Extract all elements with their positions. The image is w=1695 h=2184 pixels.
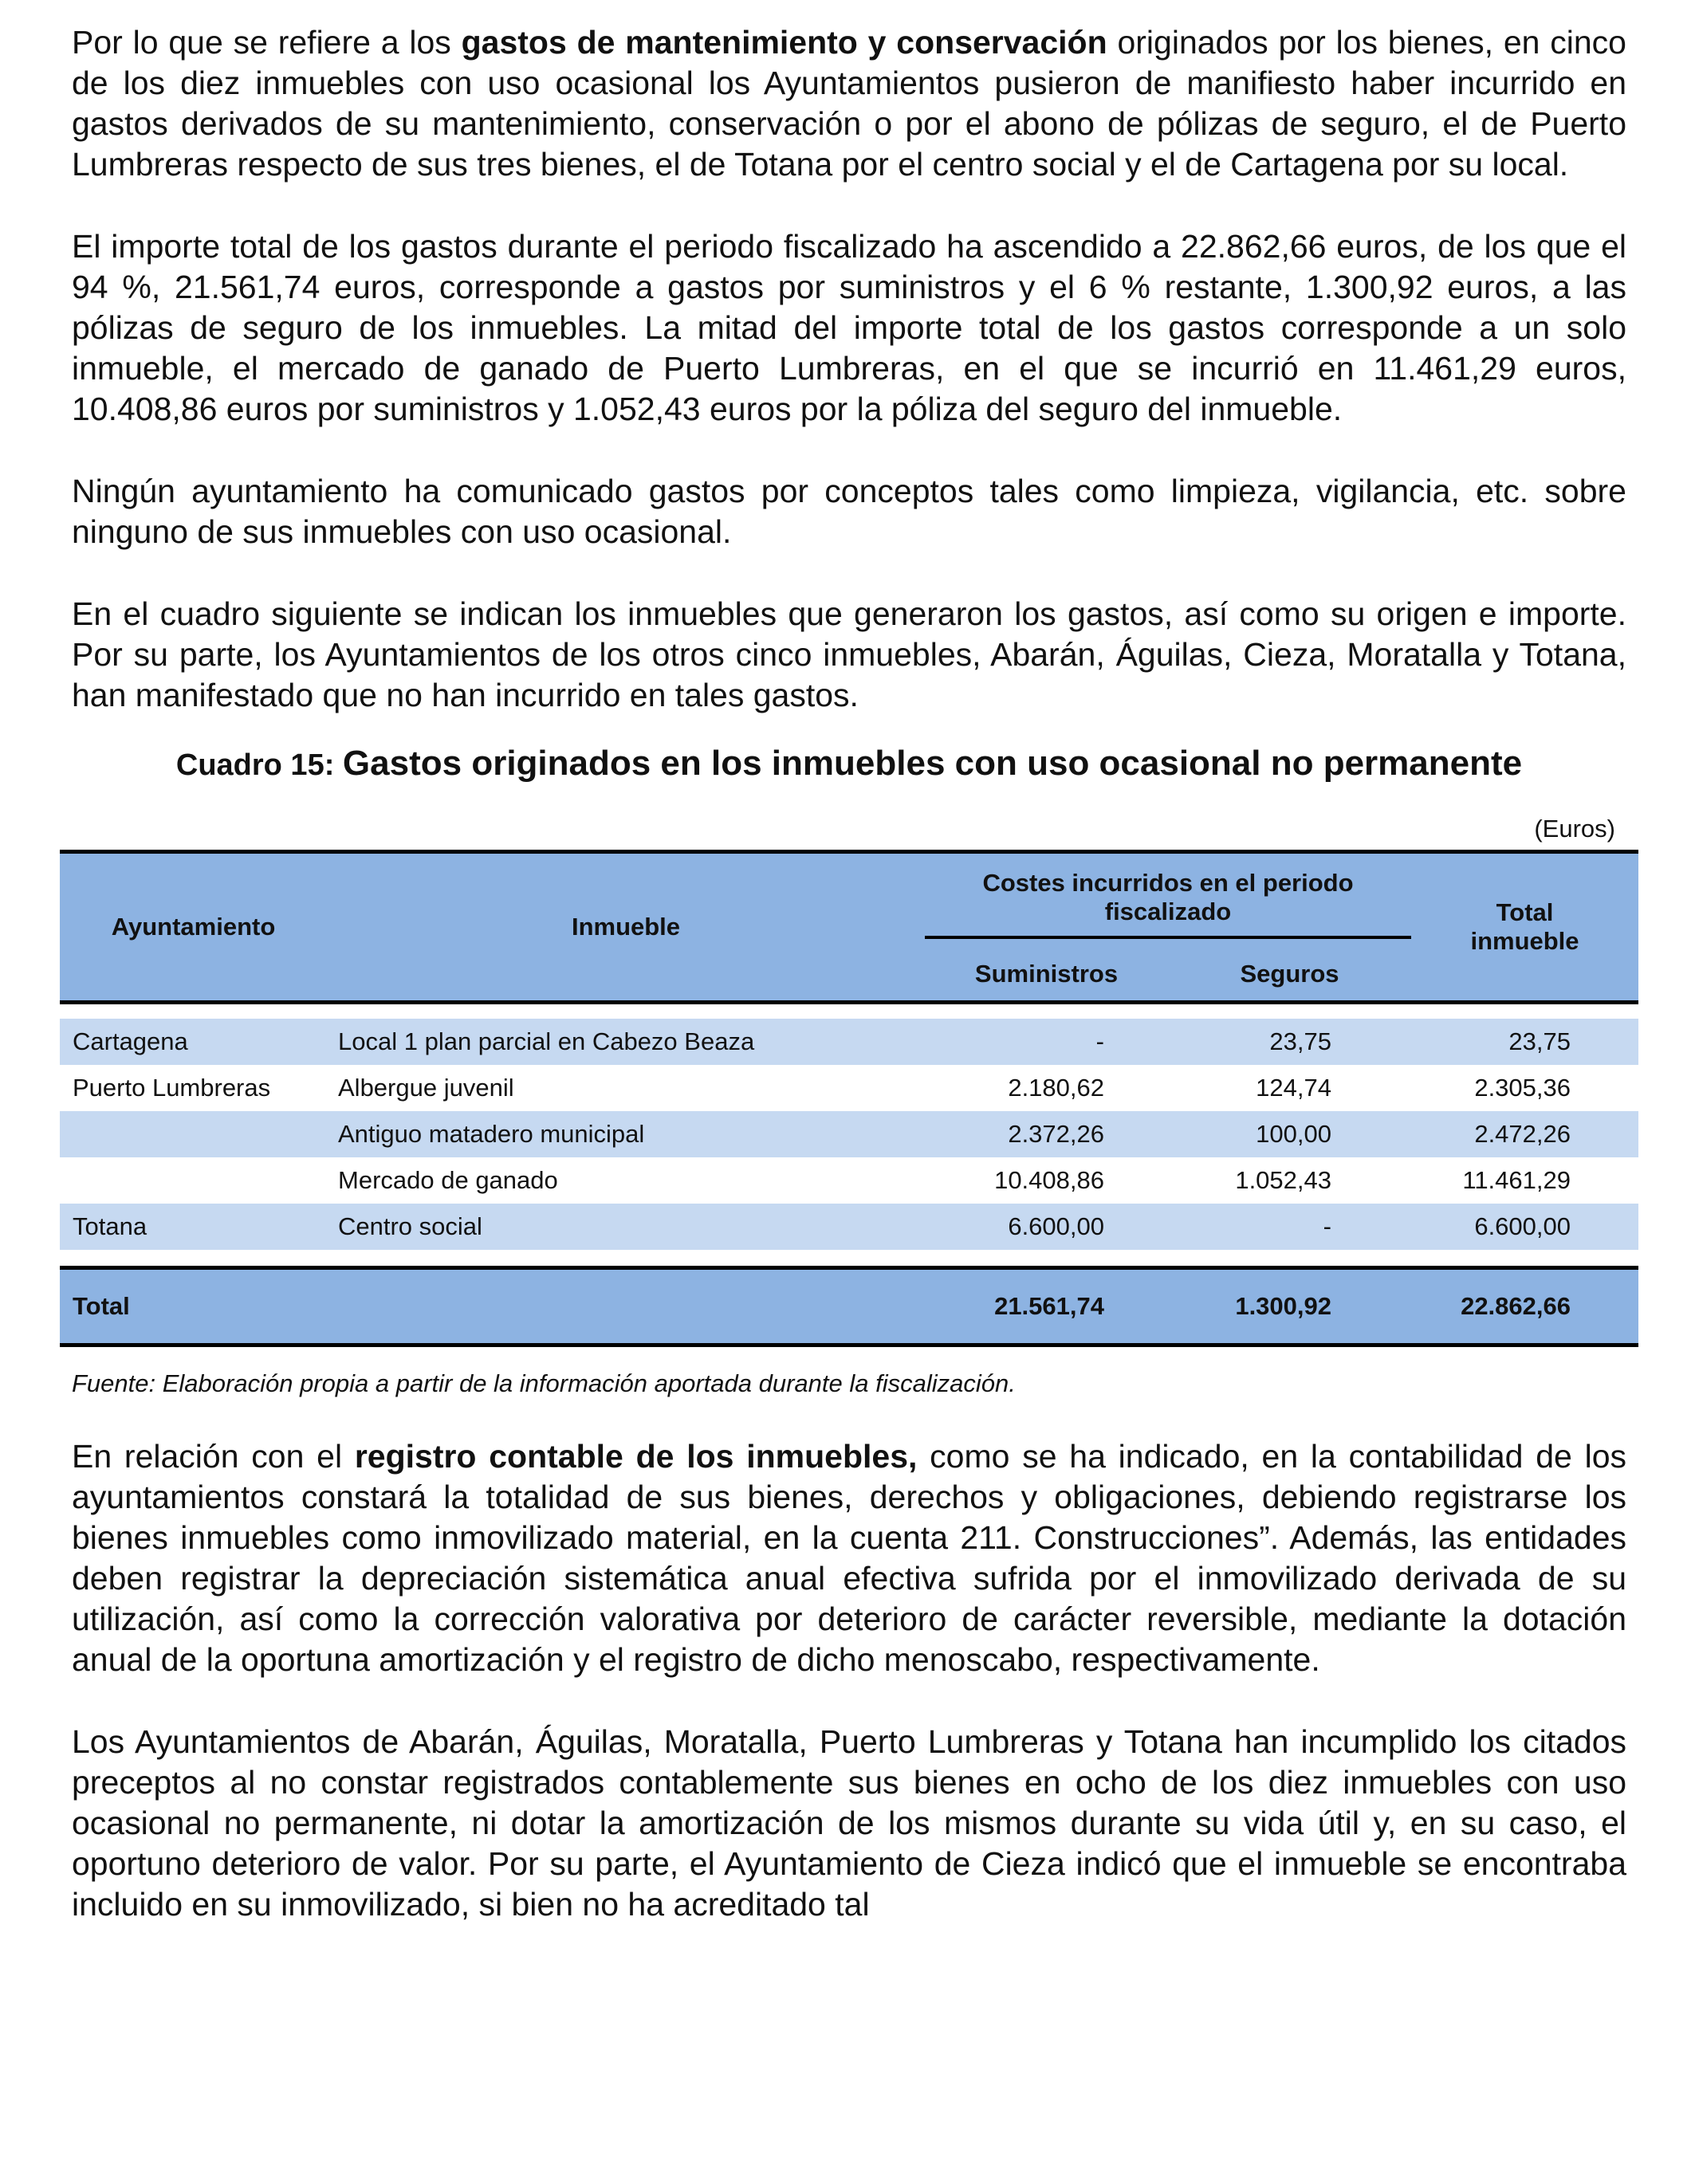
cell-inmueble: Centro social [327,1204,925,1250]
table-row [60,1065,1638,1111]
cell-suministros: 6.600,00 [925,1204,1168,1250]
cell-total-label: Total [60,1268,327,1345]
table-row [60,1111,1638,1157]
table-row [60,1204,1638,1250]
caption-lead: Cuadro 15: [175,748,343,782]
cell-total: 23,75 [1411,1019,1638,1065]
cell-seguros: 100,00 [1168,1111,1411,1157]
cell-seguros: 23,75 [1168,1019,1411,1065]
cell-total: 6.600,00 [1411,1204,1638,1250]
header-suministros: Suministros [925,948,1168,1003]
table-total-row [60,1268,1638,1345]
cell-inmueble: Local 1 plan parcial en Cabezo Beaza [327,1019,925,1065]
cell-ayuntamiento: Puerto Lumbreras [73,1074,271,1102]
cell-seguros: - [1168,1204,1411,1250]
cell-suministros: - [925,1019,1168,1065]
cell-total-empty [327,1268,925,1345]
cell-total-total: 22.862,66 [1411,1268,1638,1345]
paragraph-gastos-mantenimiento: Por lo que se refiere a los gastos de mantenimiento y conservación originados por los bienes, en cinco de los diez inmuebles con uso ocasional los Ayuntamientos pusieron de manifiesto haber incurrido en gastos derivados de su mantenimiento, conservación o por el abono de pólizas de seguro, el de Puerto Lumbreras respecto de sus tres bienes, el de Totana por el centro social y el de Cartagena por su local. [72,24,1626,183]
cell-ayuntamiento: Cartagena [60,1019,327,1065]
cell-seguros: 1.052,43 [1235,1166,1331,1194]
header-seguros: Seguros [1168,948,1411,1003]
cell-total-seguros: 1.300,92 [1168,1268,1411,1345]
bold-registro-contable: registro contable de los inmuebles, [354,1438,918,1475]
cell-inmueble: Antiguo matadero municipal [327,1111,925,1157]
cell-suministros: 10.408,86 [994,1166,1104,1194]
units-label: (Euros) [1534,815,1615,843]
cell-suministros: 2.372,26 [925,1111,1168,1157]
cell-suministros: 2.180,62 [1008,1074,1104,1102]
table-row [60,1157,1638,1204]
paragraph-importe-total: El importe total de los gastos durante el periodo fiscalizado ha ascendido a 22.862,66 euros, de los que el 94 %, 21.561,74 euros, corresponde a gastos por suministros y el 6 % restante, 1.300,92 euros, a las pólizas de seguro de los inmuebles. La mitad del importe total de los gastos corresponde a un solo inmueble, el mercado de ganado de Puerto Lumbreras, en el que se incurrió en 11.461,29 euros, 10.408,86 euros por suministros y 1.052,43 euros por la póliza del seguro del inmueble. [72,228,1626,427]
gastos-table [60,850,1638,1347]
cell-ayuntamiento [60,1111,327,1157]
caption-title: Gastos originados en los inmuebles con uso ocasional no permanente [342,744,1523,783]
cell-total-suministros: 21.561,74 [925,1268,1168,1345]
cell-inmueble: Albergue juvenil [338,1074,514,1102]
header-inmueble: Inmueble [327,852,925,1003]
paragraph-cuadro-siguiente: En el cuadro siguiente se indican los inmuebles que generaron los gastos, así como su origen e importe. Por su parte, los Ayuntamientos de los otros cinco inmuebles, Abarán, Águilas, Cieza, Moratalla y Totana, han manifestado que no han incurrido en tales gastos. [72,595,1626,713]
cell-total: 2.472,26 [1411,1111,1638,1157]
header-ayuntamiento: Ayuntamiento [60,852,327,1003]
header-total-inmueble: Total inmueble [1411,852,1638,1003]
bold-gastos-mantenimiento: gastos de mantenimiento y conservación [461,24,1107,61]
paragraph-ningun-ayuntamiento: Ningún ayuntamiento ha comunicado gastos por conceptos tales como limpieza, vigilancia, etc. sobre ninguno de sus inmuebles con uso ocasional. [72,473,1626,550]
cell-inmueble: Mercado de ganado [338,1166,558,1194]
paragraph-incumplimiento: Los Ayuntamientos de Abarán, Águilas, Moratalla, Puerto Lumbreras y Totana han incumplido los citados preceptos al no constar registrados contablemente sus bienes en ocho de los diez inmuebles con uso ocasional no permanente, ni dotar la amortización de los mismos durante su vida útil y, en su caso, el oportuno deterioro de valor. Por su parte, el Ayuntamiento de Cieza indicó que el inmueble se encontraba incluido en su inmovilizado, si bien no ha acreditado tal [72,1723,1626,1923]
paragraph-registro-contable: En relación con el registro contable de los inmuebles, como se ha indicado, en la contabilidad de los ayuntamientos constará la totalidad de sus bienes, derechos y obligaciones, debiendo registrarse los bienes inmuebles como inmovilizado material, en la cuenta 211. Construcciones”. Además, las entidades deben registrar la depreciación sistemática anual efectiva sufrida por el inmovilizado derivada de su utilización, así como la corrección valorativa por deterioro de carácter reversible, mediante la dotación anual de la oportuna amortización y el registro de dicho menoscabo, respectivamente. [72,1438,1626,1678]
table-row [60,1019,1638,1065]
cell-ayuntamiento: Totana [60,1204,327,1250]
document-page [72,22,1626,1925]
cell-ayuntamiento [60,1157,327,1204]
table-caption [72,740,1626,789]
header-costes-group: Costes incurridos en el periodo fiscalizado [925,852,1411,949]
header-group-rule [925,936,1411,939]
cell-seguros: 124,74 [1256,1074,1331,1102]
cell-total: 11.461,29 [1462,1166,1571,1194]
table-source-note: Fuente: Elaboración propia a partir de la información aportada durante la fiscalización. [72,1369,1016,1397]
cell-total: 2.305,36 [1474,1074,1571,1102]
